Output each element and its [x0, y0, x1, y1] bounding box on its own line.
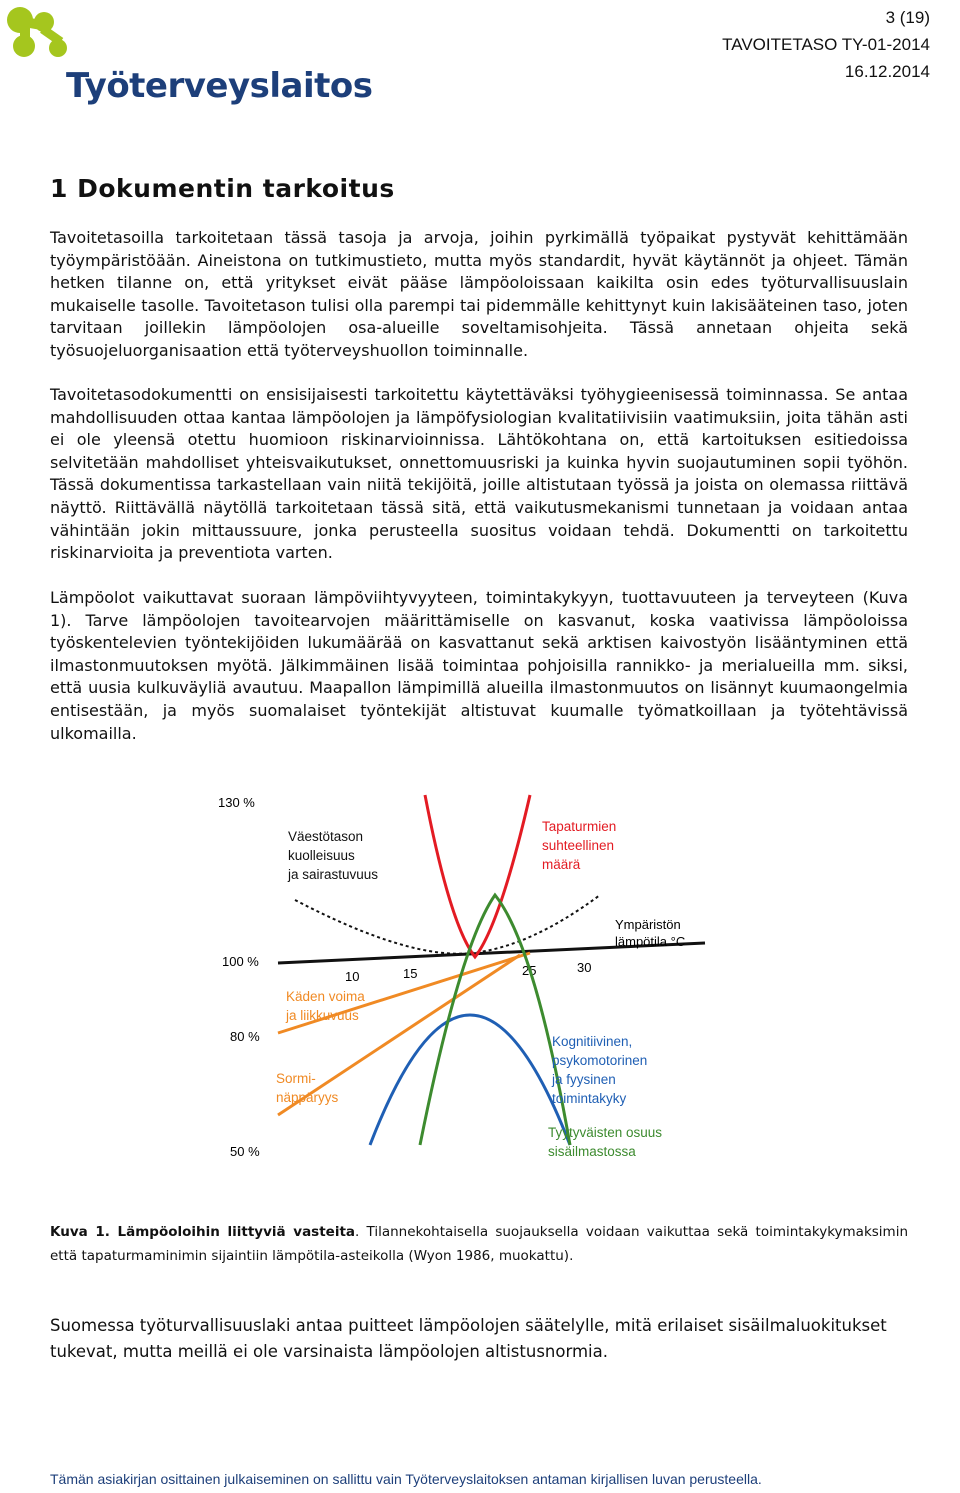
x-label-15: 15: [403, 966, 418, 981]
lbl-cog-line-1: Kognitiivinen,: [552, 1034, 633, 1049]
figure-caption: [50, 1220, 908, 1268]
response-figure: [200, 785, 720, 1175]
y-label-100: 100 %: [222, 954, 259, 969]
x-label-25: 25: [522, 963, 537, 978]
mortality-curve: [295, 895, 600, 954]
paragraph-1: Tavoitetasoilla tarkoitetaan tässä tasoja ja arvoja, joihin pyrkimällä työpaikat pystyvät kehittämään työympäristöään. Aineistona on tutkimustieto, mutta myös standardit, hyvät käytännöt ja ohjeet. Tämän hetken tilanne on, että yritykset eivät pääse lämpöoloissaan kaikilta osin edes työturvallisuuslain mukaiselle tasolle. Tavoitetason tulisi olla parempi tai pidemmälle kehittynyt kuin lakisääteinen taso, joten tarvitaan joillekin lämpöolojen osa-alueille soveltamisohjeita. Tässä annetaan ohjeita sekä työsuojeluorganisaation että työterveyshuollon toiminnalle.: [50, 228, 908, 360]
caption-label: Kuva 1. Lämpöoloihin liittyviä vasteita: [50, 1224, 356, 1240]
paragraph-2: Tavoitetasodokumentti on ensisijaisesti tarkoitettu käytettäväksi työhygieenisessä toiminnassa. Se antaa mahdollisuuden ottaa kantaa lämpöolojen ja lämpöfysiologian kvalitatiivisiin vaatimuksiin, joita tähän asti ei ole yleensä otettu huomioon riskinarvioinnissa. Lähtökohtana on, että kartoituksen esitiedoissa selvitetään mahdolliset yhteisvaikutukset, onnettomuusriski ja kuinka hyvin suojautuminen sopii työhön. Tässä dokumentissa tarkastellaan vain niitä tekijöitä, joille altistutaan työssä ja joista on olemassa riittävä näyttö. Riittävällä näytöllä tarkoitetaan tässä sitä, että vaikutusmekanismi tunnetaan ja voidaan antaa vähintään jokin mittaussuure, jonka perusteella suositus voidaan tehdä. Dokumentti on tarkoitettu riskinarvioita ja preventiota varten.: [50, 385, 908, 563]
lbl-dex-line-2: näppäryys: [276, 1090, 339, 1105]
lbl-mortality-line-3: ja sairastuvuus: [288, 867, 379, 882]
paragraph-3: Lämpöolot vaikuttavat suoraan lämpöviihtyvyyteen, toimintakykyyn, tuottavuuteen ja terveyteen (Kuva 1). Tarve lämpöolojen tavoitearvojen määrittämiselle on kasvanut, koska vaativissa lämpöoloissa työskentelevien työntekijöiden lukumäärää on kasvattanut sekä arktisen kaivostyön lisääntyminen että ilmastonmuutoksen myötä. Jälkimmäinen lisää toimintaa pohjoisilla rannikko- ja merialueilla mm. siksi, että uusia kulkuväyliä avautuu. Maapallon lämpimillä alueilla ilmastonmuutos on lisännyt kuumaongelmia entisestään, ja myös suomalaiset työntekijät altistuvat kuumalle työmatkoillaan ja työtehtävissä ulkomailla.: [50, 588, 908, 743]
satisfied-label: [548, 1125, 662, 1159]
header-info: [722, 4, 930, 85]
section-title: 1 Dokumentin tarkoitus: [50, 174, 395, 203]
x-axis-label-line2: lämpötila °C: [615, 934, 686, 949]
lbl-mortality-line-2: kuolleisuus: [288, 848, 355, 863]
logo: [0, 0, 373, 112]
accidents-curve: [425, 795, 530, 957]
dexterity-label: [276, 1071, 339, 1105]
x-axis-label-line1: Ympäristön: [615, 917, 681, 932]
x-label-30: 30: [577, 960, 592, 975]
mortality-label: [287, 829, 378, 882]
footer-notice: Tämän asiakirjan osittainen julkaiseminen on sallittu vain Työterveyslaitoksen antaman kirjallisen luvan perusteella.: [50, 1471, 762, 1487]
lbl-cog-line-2: psykomotorinen: [552, 1053, 648, 1068]
paragraph-4: Suomessa työturvallisuuslaki antaa puitteet lämpöolojen säätelylle, mitä erilaiset sisäilmaluokitukset tukevat, mutta meillä ei ole varsinaista lämpöolojen altistusnormia.: [50, 1316, 887, 1361]
lbl-cog-line-4: toimintakyky: [552, 1091, 627, 1106]
doc-date: 16.12.2014: [844, 62, 930, 81]
lbl-accidents-line-1: Tapaturmien: [542, 819, 617, 834]
caption-text: . Tilannekohtaisella suojauksella voidaan vaikuttaa sekä toimintakykymaksimin että tapaturmaminimin sijaintiin lämpötila-asteikolla (Wyon 1986, muokattu).: [50, 1224, 908, 1264]
lbl-accidents-line-3: määrä: [542, 857, 581, 872]
x-label-10: 10: [345, 969, 360, 984]
hand-strength-label: [285, 989, 365, 1023]
lbl-cog-line-3: ja fyysinen: [552, 1072, 616, 1087]
logo-text: Työterveyslaitos: [66, 66, 373, 106]
lbl-sat-line-1: Tyytyväisten osuus: [548, 1125, 663, 1140]
lbl-accidents-line-2: suhteellinen: [542, 838, 615, 853]
lbl-mortality-line-1: Väestötason: [288, 829, 364, 844]
page-number: 3 (19): [885, 8, 930, 27]
lbl-sat-line-2: sisäilmastossa: [548, 1144, 636, 1159]
lbl-hand-line-2: ja liikkuvuus: [286, 1008, 359, 1023]
y-label-80: 80 %: [230, 1029, 260, 1044]
x-axis-label: [615, 917, 685, 949]
y-label-130: 130 %: [218, 795, 255, 810]
cognitive-label: [551, 1034, 647, 1106]
lbl-dex-line-1: Sormi-: [276, 1071, 316, 1086]
doc-code: TAVOITETASO TY-01-2014: [722, 35, 930, 54]
lbl-hand-line-1: Käden voima: [286, 989, 365, 1004]
satisfied-curve: [420, 895, 570, 1145]
y-label-50: 50 %: [230, 1144, 260, 1159]
accidents-label: [542, 819, 616, 872]
